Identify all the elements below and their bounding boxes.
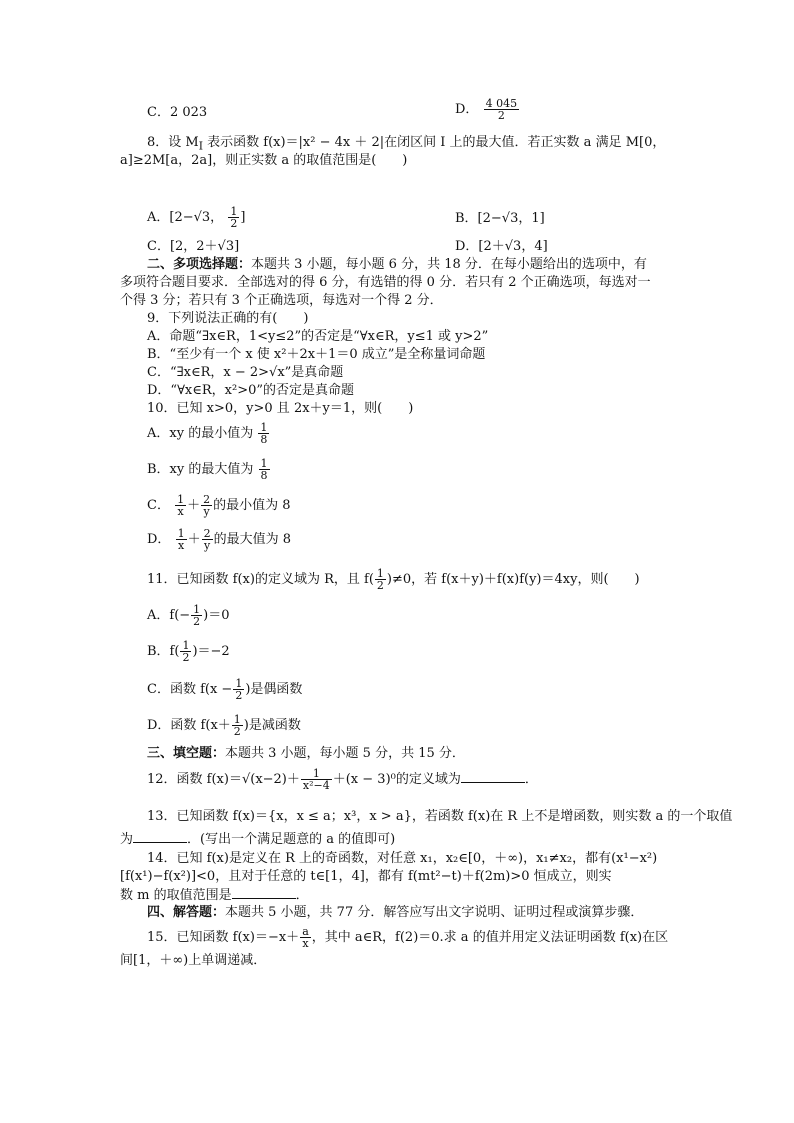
q7-option-c <box>147 104 207 122</box>
q8-option-a-suffix: ] <box>240 210 246 225</box>
q11-option-a-pre: A．f(− <box>147 608 191 623</box>
q10-stem-text: 10．已知 x>0，y>0 且 2x＋y＝1，则( ) <box>147 401 414 416</box>
frac-denominator: 2 <box>497 109 505 122</box>
q14-line3-pre: 数 m 的取值范围是 <box>120 888 232 903</box>
frac-numerator: 1 <box>260 421 268 434</box>
q10-option-b <box>147 458 271 481</box>
frac-denominator: 2 <box>193 615 201 628</box>
q11-option-b <box>147 640 230 663</box>
section-2-line2 <box>120 274 680 292</box>
frac-denominator: x <box>177 505 184 518</box>
q11-stem-post: )≠0，若 f(x＋y)＋f(x)f(y)＝4xy，则( ) <box>386 572 640 587</box>
q9-stem <box>147 310 707 328</box>
q10-option-a-label: A．xy 的最小值为 <box>147 426 254 441</box>
q8-option-a-label: A．[2−√3， <box>147 210 224 225</box>
frac-numerator: 1 <box>233 713 241 726</box>
q11-option-c-pre: C．函数 f(x − <box>147 682 233 697</box>
q11-option-d-fraction <box>232 714 243 737</box>
q10-stem <box>147 400 707 418</box>
q11-option-c-fraction <box>233 678 244 701</box>
q12-stem-pre: 12．函数 f(x)＝√(x−2)＋ <box>147 772 300 787</box>
section-2-text2: 多项符合题目要求．全部选对的得 6 分，有选错的得 0 分．若只有 2 个正确选项，每选对一 <box>120 275 651 290</box>
q10-option-b-fraction <box>259 458 270 481</box>
section-3-line <box>147 745 707 763</box>
q7-option-d-label: D． <box>455 102 479 117</box>
section-2-line1 <box>147 256 707 274</box>
frac-denominator: y <box>203 505 210 518</box>
section-4-title: 四、解答题： <box>147 905 226 920</box>
q11-option-b-post: )＝−2 <box>192 644 230 659</box>
q9-option-a <box>147 328 488 346</box>
section-3-title: 三、填空题： <box>147 746 226 761</box>
q13-stem-line1 <box>147 808 733 826</box>
frac-denominator: 2 <box>376 579 384 592</box>
q13-stem-text: 13．已知函数 f(x)＝{x，x ≤ a；x³，x > a}，若函数 f(x)在 R 上不是增函数，则实数 a 的一个取值 <box>147 809 733 824</box>
q10-option-c: C． $\frac{1}{x}$ ＋ $\frac{2}{y}$ 的最小值为 8 <box>147 493 291 518</box>
q13-line2-pre: 为 <box>120 832 134 847</box>
frac-numerator: 2 <box>203 527 211 540</box>
section-4-text: 本题共 5 小题，共 77 分．解答应写出文字说明、证明过程或演算步骤． <box>225 905 644 920</box>
frac-denominator: x <box>302 937 309 950</box>
q10-option-c-suffix: 的最小值为 8 <box>213 498 291 513</box>
q8-option-c-text: C．[2，2＋√3] <box>147 239 240 254</box>
q11-stem-fraction <box>375 568 386 591</box>
q8-stem-part2: 表示函数 f(x)＝|x² − 4x ＋ 2|在闭区间 I 上的最大值．若正实数 a 满足 M[0， <box>203 135 666 150</box>
frac-denominator: 2 <box>182 651 190 664</box>
frac-denominator: 2 <box>235 689 243 702</box>
q13-answer-blank[interactable] <box>133 830 187 843</box>
frac-denominator: x <box>177 539 185 552</box>
q8-option-b <box>455 210 545 228</box>
q13-stem-line2 <box>120 830 680 849</box>
frac-numerator: 1 <box>230 205 238 218</box>
q8-stem-line2-text: a]≥2M[a，2a]，则正实数 a 的取值范围是( ) <box>120 153 408 168</box>
q15-stem-line2 <box>120 952 680 970</box>
q11-option-c-post: )是偶函数 <box>245 682 303 697</box>
q9-option-b-text: B．“至少有一个 x 使 x²＋2x＋1＝0 成立”是全称量词命题 <box>147 347 486 362</box>
q15-stem-line1 <box>147 926 707 949</box>
q14-line1-text: 14．已知 f(x)是定义在 R 上的奇函数，对任意 x₁，x₂∈[0，＋∞)，x₁≠x₂，都有(x¹−x²) <box>147 851 658 866</box>
frac-denominator: x²−4 <box>302 779 330 792</box>
q12-stem-end: ． <box>524 772 538 787</box>
q15-fraction <box>300 926 311 949</box>
q10-option-d: D． $\frac{1}{x}$ ＋ $\frac{2}{y}$ 的最大值为 8 <box>147 527 291 552</box>
q14-stem-line1 <box>147 850 707 868</box>
q12-fraction <box>301 768 332 791</box>
q8-stem-sub: I <box>198 139 203 153</box>
frac-numerator: 1 <box>376 567 384 580</box>
frac-denominator: 8 <box>260 469 268 482</box>
q11-option-b-pre: B．f( <box>147 644 180 659</box>
q10-option-c-label: C． <box>147 498 170 513</box>
q11-stem-pre: 11．已知函数 f(x)的定义域为 R，且 f( <box>147 572 374 587</box>
frac-denominator: 8 <box>260 433 268 446</box>
q14-stem-line2 <box>120 868 680 886</box>
section-2-text1: 本题共 3 小题，每小题 6 分，共 18 分．在每小题给出的选项中，有 <box>251 257 647 272</box>
section-3-text: 本题共 3 小题，每小题 5 分，共 15 分． <box>225 746 465 761</box>
frac-numerator: 1 <box>260 457 268 470</box>
q14-stem-line3 <box>120 886 680 905</box>
q8-stem-part1: 8．设 M <box>147 135 199 150</box>
q10-option-d-fraction-1 <box>176 528 187 551</box>
q11-option-a-fraction <box>191 604 202 627</box>
q11-option-b-fraction <box>180 640 191 663</box>
q9-option-c <box>147 364 343 382</box>
q11-option-c <box>147 678 302 701</box>
q8-option-d-text: D．[2＋√3，4] <box>455 239 548 254</box>
frac-numerator: 1 <box>182 639 190 652</box>
frac-numerator: 1 <box>177 527 185 540</box>
q11-option-a-post: )＝0 <box>203 608 230 623</box>
q8-stem-line2 <box>120 152 680 170</box>
section-2-title: 二、多项选择题： <box>147 257 252 272</box>
q11-option-a <box>147 604 230 627</box>
frac-denominator: 2 <box>233 725 241 738</box>
q14-answer-blank[interactable] <box>232 886 296 899</box>
q11-option-d-pre: D．函数 f(x＋ <box>147 718 231 733</box>
q7-option-c-text: C．2 023 <box>147 105 208 120</box>
q10-option-a-fraction <box>258 422 269 445</box>
q14-line2-text: [f(x¹)−f(x²)]<0，且对于任意的 t∈[1，4]，都有 f(mt²−t)＋f(2m)>0 恒成立，则实 <box>120 869 612 884</box>
section-2-text3: 个得 3 分；若只有 3 个正确选项，每选对一个得 2 分． <box>120 293 443 308</box>
frac-denominator: y <box>203 539 211 552</box>
q13-line2-post: ．(写出一个满足题意的 a 的值即可) <box>187 832 396 847</box>
q15-stem-pre: 15．已知函数 f(x)＝−x＋ <box>147 930 300 945</box>
q12-stem-post: ＋(x − 3)⁰的定义域为 <box>332 772 461 787</box>
q14-line3-post: ． <box>295 888 309 903</box>
q10-option-b-label: B．xy 的最大值为 <box>147 462 254 477</box>
q8-option-a-fraction <box>228 206 239 229</box>
q11-option-d <box>147 714 301 737</box>
q9-option-d-text: D．“∀x∈R，x²>0”的否定是真命题 <box>147 383 355 398</box>
q8-option-d <box>455 238 548 256</box>
frac-numerator: 1 <box>193 603 201 616</box>
q11-option-d-post: )是减函数 <box>243 718 301 733</box>
section-2-line3 <box>120 292 680 310</box>
q12-stem <box>147 768 707 791</box>
q10-option-c-fraction-2 <box>201 494 212 517</box>
frac-denominator: 2 <box>230 217 238 230</box>
q9-option-d <box>147 382 354 400</box>
q9-stem-text: 9．下列说法正确的有( ) <box>147 311 309 326</box>
q10-option-d-label: D． <box>147 532 171 547</box>
frac-numerator: 1 <box>235 677 243 690</box>
q9-option-b <box>147 346 485 364</box>
q7-option-d <box>455 98 520 121</box>
q15-stem-post: ，其中 a∈R，f(2)＝0.求 a 的值并用定义法证明函数 f(x)在区 <box>311 930 669 945</box>
frac-numerator: 2 <box>203 493 211 506</box>
q11-stem <box>147 568 707 591</box>
frac-numerator: 1 <box>177 493 185 506</box>
frac-numerator: 1 <box>301 768 332 780</box>
q8-option-b-text: B．[2−√3，1] <box>455 211 545 226</box>
q12-answer-blank[interactable] <box>461 770 525 783</box>
q9-option-c-text: C．“∃x∈R，x − 2>√x”是真命题 <box>147 365 344 380</box>
frac-numerator: 4 045 <box>485 97 518 110</box>
q9-option-a-text: A．命题“∃x∈R，1<y≤2”的否定是“∀x∈R，y≤1 或 y>2” <box>147 329 489 344</box>
section-4-line <box>147 904 707 922</box>
q10-option-c-fraction-1 <box>175 494 186 517</box>
q15-line2-text: 间[1，＋∞)上单调递减． <box>120 953 267 968</box>
frac-numerator: a <box>302 925 309 938</box>
q10-option-d-suffix: 的最大值为 8 <box>213 532 291 547</box>
q10-option-a <box>147 422 270 445</box>
q10-option-d-fraction-2 <box>202 528 213 551</box>
q7-option-d-fraction <box>484 98 520 121</box>
q8-option-c <box>147 238 239 256</box>
q8-option-a <box>147 206 245 229</box>
